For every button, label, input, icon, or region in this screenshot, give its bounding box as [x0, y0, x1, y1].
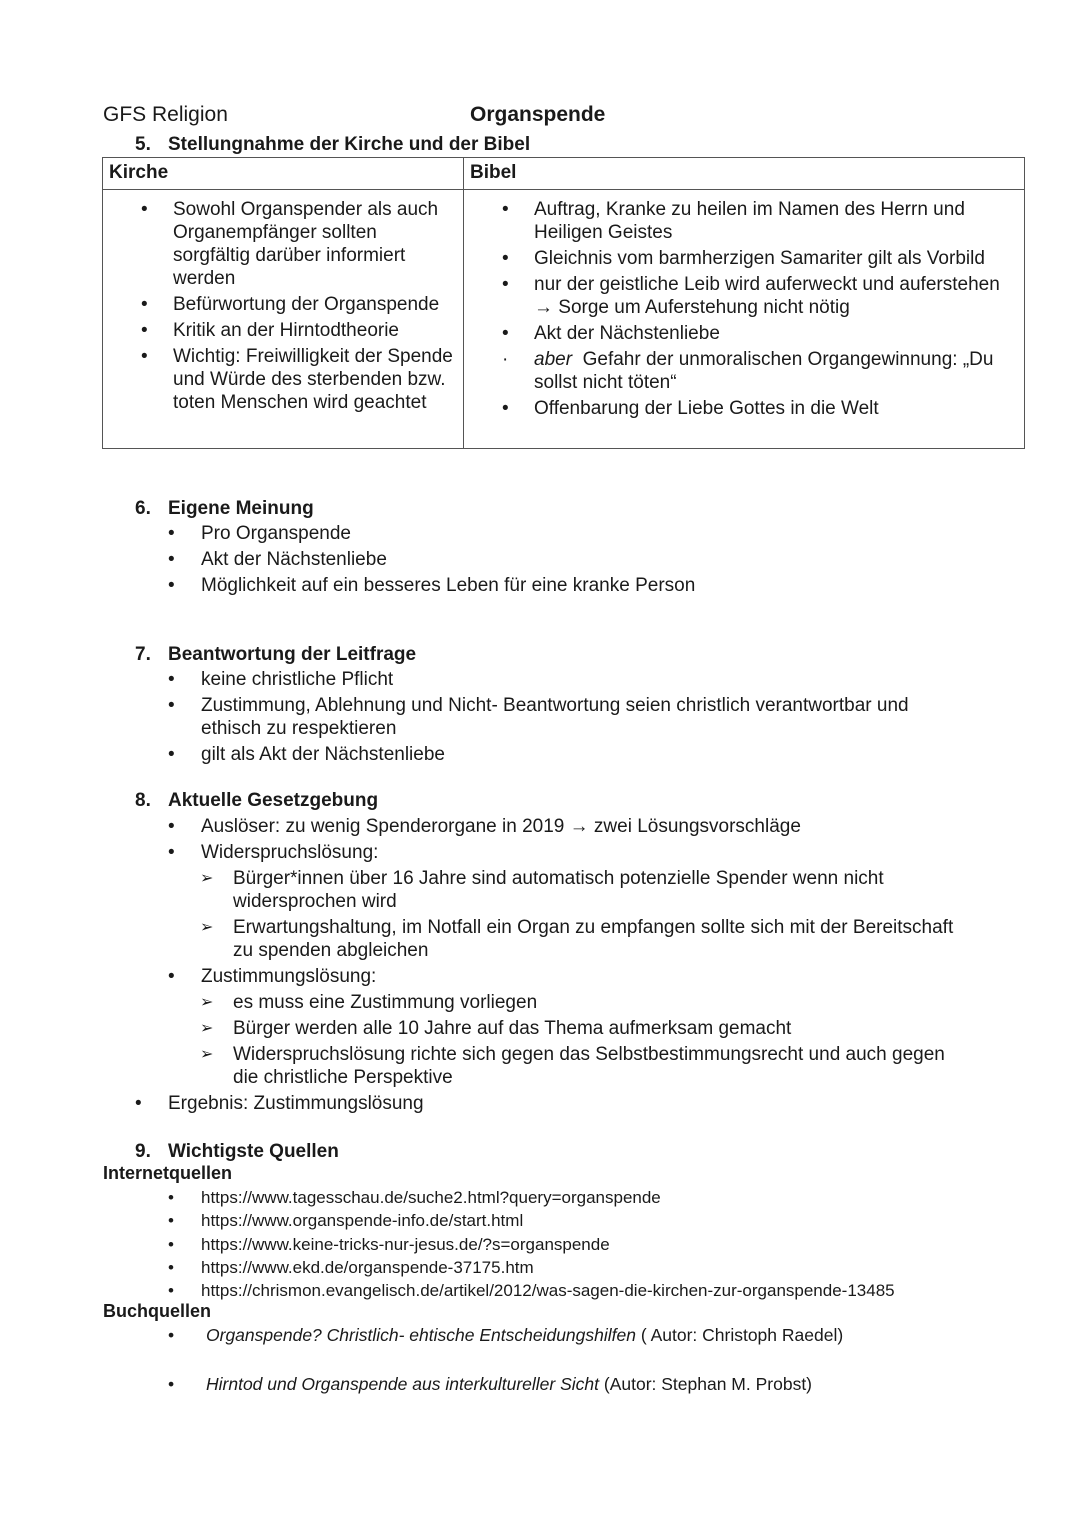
list-item: • Möglichkeit auf ein besseres Leben für eine kranke Person	[168, 575, 696, 596]
list-item: • Akt der Nächstenliebe	[168, 549, 387, 570]
list-item: • Kritik an der Hirntodtheorie	[141, 320, 399, 341]
list-item: • nur der geistliche Leib wird auferweckt und auferstehen → Sorge um Auferstehung nicht nötig	[502, 274, 1000, 318]
sub-list-item: ➢ Bürger werden alle 10 Jahre auf das Thema aufmerksam gemacht	[200, 1018, 792, 1039]
source-link[interactable]: • https://www.organspende-info.de/start.html	[168, 1211, 524, 1231]
list-item: • Zustimmung, Ablehnung und Nicht- Beantwortung seien christlich verantwortbar und ethisch zu respektieren	[168, 695, 909, 739]
section-8-heading: 8. Aktuelle Gesetzgebung	[135, 790, 379, 811]
section-9-heading: 9. Wichtigste Quellen	[135, 1141, 339, 1162]
list-item: • Widerspruchslösung:	[168, 842, 379, 863]
list-item: • Befürwortung der Organspende	[141, 294, 440, 315]
source-link[interactable]: • https://www.tagesschau.de/suche2.html?query=organspende	[168, 1188, 661, 1207]
opinion-list	[168, 522, 695, 600]
section-number: 5.	[135, 134, 151, 155]
sub-list-item: ➢ Erwartungshaltung, im Notfall ein Organ zu empfangen sollte sich mit der Bereitschaft zu spenden abgleichen	[200, 917, 954, 961]
list-item: • Pro Organspende	[168, 523, 351, 544]
emphasis-aber: aber	[534, 349, 573, 370]
document-title: Organspende	[470, 103, 606, 126]
source-link[interactable]: • https://chrismon.evangelisch.de/artikel/2012/was-sagen-die-kirchen-zur-organspende-13485	[168, 1281, 895, 1301]
bibel-cell	[464, 190, 1025, 449]
legislation-list	[135, 815, 958, 1118]
book-sources-label: Buchquellen	[103, 1301, 212, 1321]
sub-list-item: ➢ es muss eine Zustimmung vorliegen	[200, 992, 538, 1013]
list-item: · aber Gefahr der unmoralischen Organgewinnung: „Du sollst nicht töten“	[502, 349, 994, 393]
book-sources-list	[168, 1323, 843, 1396]
column-header-kirche: Kirche	[103, 158, 464, 190]
list-item: • keine christliche Pflicht	[168, 669, 394, 690]
list-item: • Sowohl Organspender als auch Organempfänger sollten sorgfältig darüber informiert werden	[141, 199, 439, 289]
result-item: • Ergebnis: Zustimmungslösung	[135, 1093, 424, 1114]
book-item: • Hirntod und Organspende aus interkultureller Sicht (Autor: Stephan M. Probst)	[168, 1374, 813, 1394]
list-item: • Zustimmungslösung:	[168, 966, 377, 987]
leitfrage-list	[168, 668, 968, 769]
source-link[interactable]: • https://www.keine-tricks-nur-jesus.de/?s=organspende	[168, 1234, 610, 1254]
sub-list-item: ➢ Bürger*innen über 16 Jahre sind automatisch potenzielle Spender wenn nicht widersprochen wird	[200, 868, 884, 912]
source-link[interactable]: • https://www.ekd.de/organspende-37175.htm	[168, 1257, 534, 1277]
list-item: • Akt der Nächstenliebe	[502, 323, 720, 344]
kirche-list	[103, 198, 457, 414]
section-title: Stellungnahme der Kirche und der Bibel	[168, 134, 531, 155]
list-item: • Wichtig: Freiwilligkeit der Spende und Würde des sterbenden bzw. toten Menschen wird geachtet	[141, 346, 453, 413]
internet-sources-label: Internetquellen	[103, 1163, 233, 1183]
book-item: • Organspende? Christlich- ehtische Entscheidungshilfen ( Autor: Christoph Raedel)	[168, 1325, 844, 1345]
internet-sources-list	[168, 1186, 895, 1302]
kirche-cell	[103, 190, 464, 449]
section-6-heading: 6. Eigene Meinung	[135, 498, 314, 519]
section-7-heading: 7. Beantwortung der Leitfrage	[135, 644, 417, 665]
bibel-list	[464, 198, 1018, 420]
sub-list-item: ➢ Widerspruchslösung richte sich gegen das Selbstbestimmungsrecht und auch gegen die christliche Perspektive	[200, 1044, 945, 1088]
list-item: • Gleichnis vom barmherzigen Samariter gilt als Vorbild	[502, 248, 985, 269]
comparison-table	[102, 157, 1025, 449]
section-5-heading	[135, 133, 530, 157]
list-item: • Offenbarung der Liebe Gottes in die Welt	[502, 398, 879, 419]
column-header-bibel: Bibel	[464, 158, 1025, 190]
list-item: • Auftrag, Kranke zu heilen im Namen des Herrn und Heiligen Geistes	[502, 199, 965, 243]
list-item: • gilt als Akt der Nächstenliebe	[168, 744, 445, 765]
list-item: • Auslöser: zu wenig Spenderorgane in 2019 → zwei Lösungsvorschläge	[168, 816, 801, 837]
subject-label: GFS Religion	[103, 103, 228, 126]
